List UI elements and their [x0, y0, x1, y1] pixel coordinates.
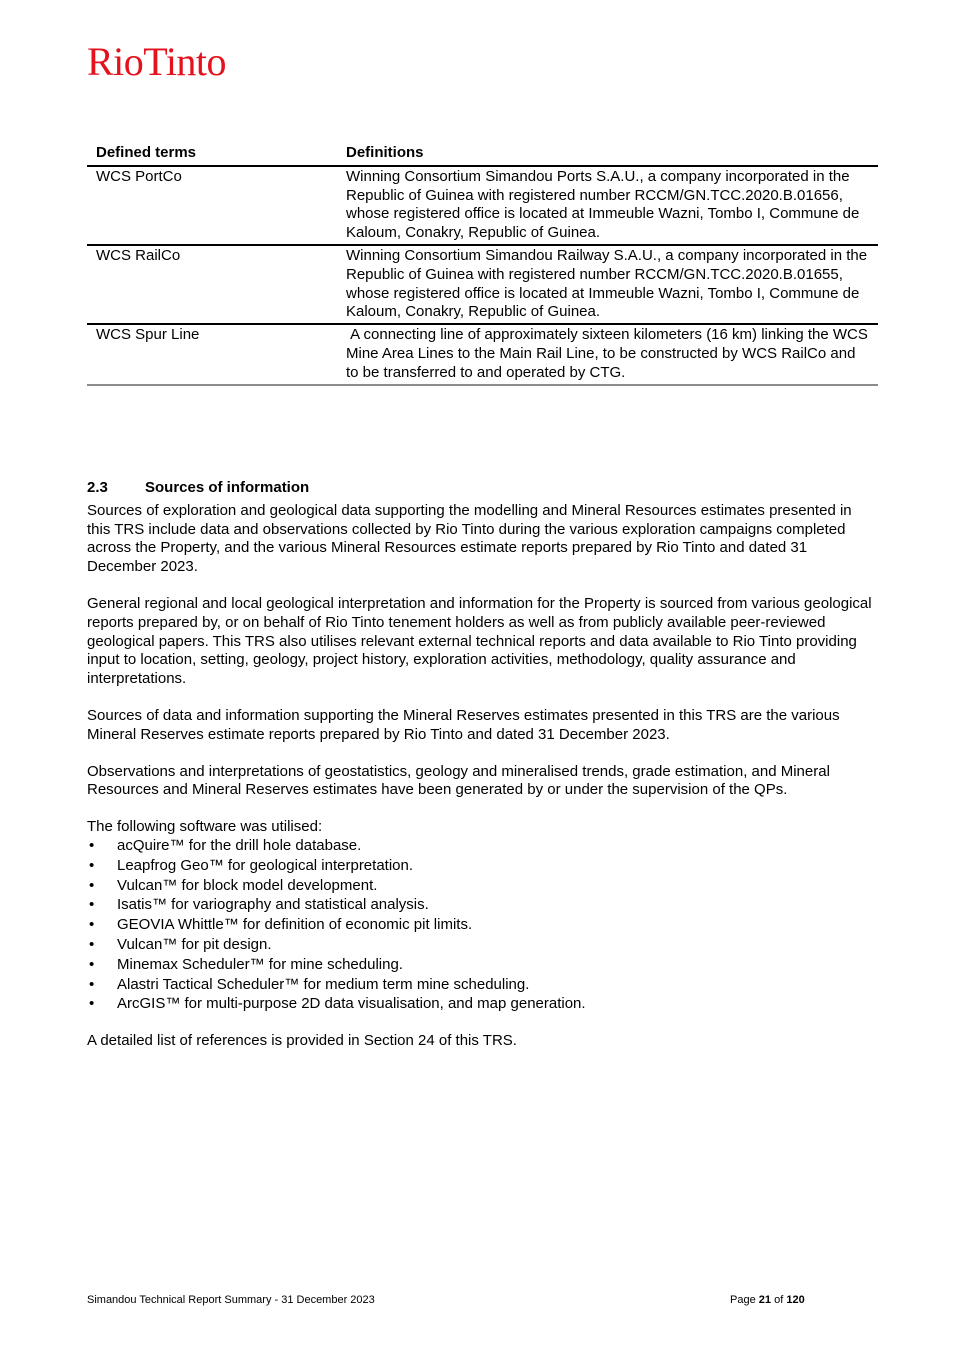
list-item: • Leapfrog Geo™ for geological interpretation.	[87, 857, 877, 876]
list-item: • Minemax Scheduler™ for mine scheduling.	[87, 956, 877, 975]
definition-cell: Winning Consortium Simandou Ports S.A.U., a company incorporated in the Republic of Guinea with registered number RCCM/GN.TCC.2020.B.01656, whose registered office is located at Immeuble Wazni, Tombo I, Commune de Kaloum, Conakry, Republic of Guinea.	[337, 166, 878, 245]
section-number: 2.3	[87, 479, 108, 496]
page-label: Page	[730, 1294, 756, 1306]
column-header-definitions: Definitions	[337, 144, 878, 166]
footer-document-title: Simandou Technical Report Summary - 31 December 2023	[87, 1294, 375, 1306]
list-item: • acQuire™ for the drill hole database.	[87, 837, 877, 856]
definition-cell: A connecting line of approximately sixteen kilometers (16 km) linking the WCS Mine Area Lines to the Main Rail Line, to be constructed by WCS RailCo and to be transferred to and operated by CTG.	[337, 324, 878, 384]
software-intro: The following software was utilised:	[87, 818, 323, 836]
software-list	[87, 837, 877, 1014]
list-item: • ArcGIS™ for multi-purpose 2D data visualisation, and map generation.	[87, 995, 877, 1014]
list-item: • Vulcan™ for block model development.	[87, 877, 877, 896]
term-cell: WCS RailCo	[87, 245, 337, 324]
closing-paragraph: A detailed list of references is provided in Section 24 of this TRS.	[87, 1032, 517, 1050]
paragraph: Sources of data and information supporting the Mineral Reserves estimates presented in this TRS are the various Mineral Reserves estimate reports prepared by Rio Tinto and dated 31 December 2023.	[87, 706, 840, 743]
current-page: 21	[758, 1294, 772, 1306]
term-cell: WCS Spur Line	[87, 324, 337, 384]
table-row	[87, 245, 878, 324]
defined-terms-table	[87, 144, 878, 386]
rio-tinto-logo: RioTinto	[87, 39, 227, 84]
footer-page-number	[730, 1293, 805, 1307]
section-title: Sources of information	[145, 479, 310, 496]
paragraph: General regional and local geological interpretation and information for the Property is sourced from various geological reports prepared by, or on behalf of Rio Tinto tenement holders as well as from publicly available peer-reviewed geological papers. This TRS also utilises relevant external technical reports and data available to Rio Tinto providing input to location, setting, geology, project history, exploration activities, methodology, quality assurance and interpretations.	[87, 594, 872, 688]
list-item: • Alastri Tactical Scheduler™ for medium term mine scheduling.	[87, 976, 877, 995]
total-pages: 120	[786, 1294, 805, 1306]
list-item: • GEOVIA Whittle™ for definition of economic pit limits.	[87, 916, 877, 935]
table-header-row	[87, 144, 878, 166]
section-sources-of-information	[87, 479, 877, 1069]
list-item: • Isatis™ for variography and statistical analysis.	[87, 896, 877, 915]
column-header-terms: Defined terms	[87, 144, 337, 166]
paragraph: Sources of exploration and geological data supporting the modelling and Mineral Resources estimates presented in this TRS include data and observations collected by Rio Tinto during the various exploration campaigns completed across the Property, and the various Mineral Resources estimate reports prepared by Rio Tinto and dated 31 December 2023.	[87, 501, 852, 576]
paragraph: Observations and interpretations of geostatistics, geology and mineralised trends, grade estimation, and Mineral Resources and Mineral Reserves estimates have been generated by or under the supervision of the QPs.	[87, 762, 830, 799]
table-row	[87, 324, 878, 384]
term-cell: WCS PortCo	[87, 166, 337, 245]
table-row	[87, 166, 878, 245]
definition-cell: Winning Consortium Simandou Railway S.A.U., a company incorporated in the Republic of Guinea with registered number RCCM/GN.TCC.2020.B.01655, whose registered office is located at Immeuble Wazni, Tombo I, Commune de Kaloum, Conakry, Republic of Guinea.	[337, 245, 878, 324]
of-label: of	[774, 1294, 784, 1306]
list-item: • Vulcan™ for pit design.	[87, 936, 877, 955]
section-heading	[87, 479, 877, 498]
